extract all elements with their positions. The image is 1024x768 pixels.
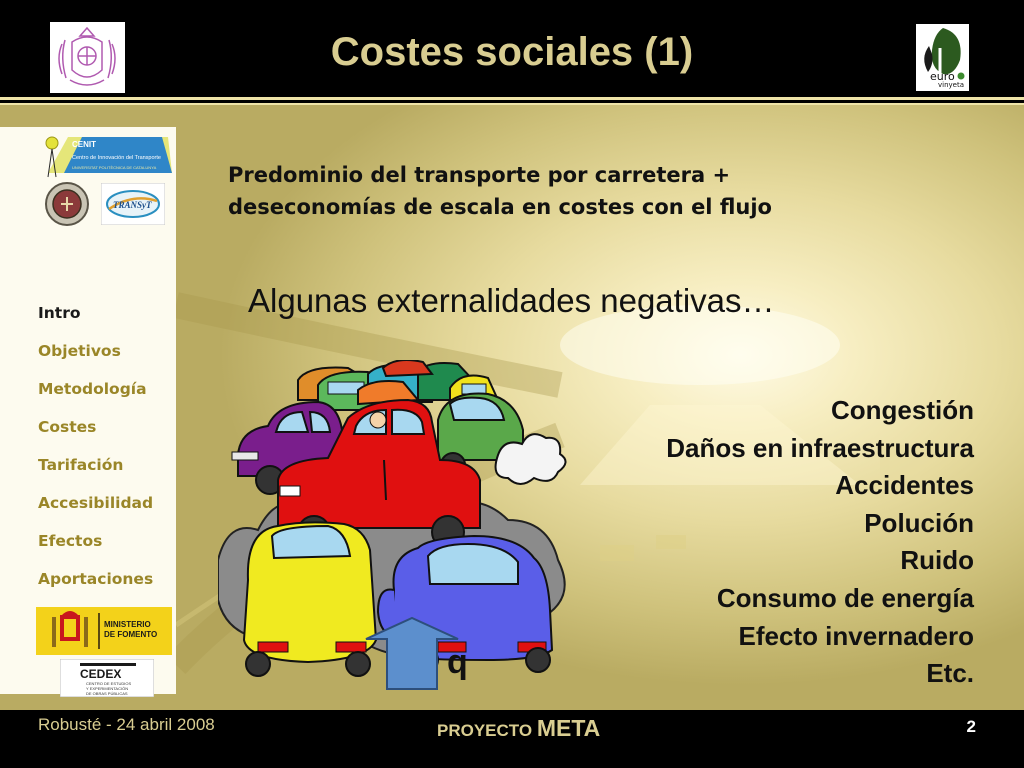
- footer-project-prefix: PROYECTO: [437, 721, 533, 740]
- up-arrow-icon: [364, 615, 460, 691]
- externality-item: Consumo de energía: [716, 582, 974, 613]
- nav-item-5[interactable]: [38, 495, 174, 533]
- subtitle-line-2: deseconomías de escala en costes con el flujo: [228, 195, 772, 219]
- nav-item-label: Costes: [38, 418, 97, 436]
- nav-item-label: Accesibilidad: [38, 494, 154, 512]
- slide-title: Costes sociales (1): [330, 30, 694, 74]
- footer-project: [437, 715, 600, 744]
- university-seal-logo: [44, 181, 90, 227]
- nav-item-label: Objetivos: [38, 342, 121, 360]
- nav-item-label: Efectos: [38, 532, 103, 550]
- cenit-logo: [42, 133, 174, 179]
- nav-item-label: Tarifación: [38, 456, 124, 474]
- cedex-logo: [60, 659, 154, 697]
- nav-item-4[interactable]: [38, 457, 174, 495]
- slide-subtitle: [228, 159, 928, 223]
- ministerio-line1: MINISTERIO: [104, 620, 151, 629]
- cenit-logo-line2: UNIVERSITAT POLITÈCNICA DE CATALUNYA: [72, 165, 157, 170]
- nav-item-label: Metodología: [38, 380, 147, 398]
- cedex-line2: Y EXPERIMENTACIÓN: [86, 686, 129, 691]
- externality-item: Etc.: [926, 658, 974, 689]
- upc-crest-logo: [50, 22, 125, 93]
- footer-author-date: Robusté - 24 abril 2008: [38, 715, 215, 734]
- nav-item-label: Intro: [38, 304, 81, 322]
- subtitle-line-1: Predominio del transporte por carretera +: [228, 163, 731, 187]
- nav-item-label: Aportaciones: [38, 570, 154, 588]
- externality-item: Efecto invernadero: [738, 620, 974, 651]
- ministerio-line2: DE FOMENTO: [104, 630, 158, 639]
- nav-item-2[interactable]: [38, 381, 174, 419]
- nav-item-6[interactable]: [38, 533, 174, 571]
- nav-item-1[interactable]: [38, 343, 174, 381]
- transyt-logo: [101, 183, 165, 225]
- page-number: 2: [966, 717, 976, 736]
- sidebar-panel: [0, 127, 176, 694]
- externality-item: Polución: [864, 507, 974, 538]
- nav-item-3[interactable]: [38, 419, 174, 457]
- eurovinyeta-logo-vinyeta: vinyeta: [938, 81, 965, 89]
- externality-item: Ruido: [900, 545, 974, 576]
- header-rule: [0, 97, 1024, 100]
- externalities-heading: Algunas externalidades negativas…: [248, 282, 775, 319]
- externality-item: Accidentes: [835, 470, 974, 501]
- cenit-logo-line1: Centro de Innovación del Transporte: [72, 155, 161, 161]
- nav-item-0[interactable]: [38, 305, 174, 343]
- eurovinyeta-logo-euro: euro: [930, 70, 955, 83]
- externalities-list: [560, 392, 974, 693]
- transyt-logo-text: TRANSyT: [113, 200, 152, 210]
- sidebar-nav: [38, 305, 174, 609]
- footer-project-name: META: [536, 715, 601, 741]
- cedex-title: CEDEX: [80, 667, 122, 681]
- cenit-logo-title: CENIT: [72, 140, 96, 149]
- externality-item: Daños en infraestructura: [666, 432, 974, 463]
- nav-item-7[interactable]: [38, 571, 174, 609]
- ministerio-fomento-logo: [36, 607, 172, 655]
- eurovinyeta-logo: [916, 24, 969, 91]
- cedex-line3: DE OBRAS PÚBLICAS: [86, 691, 128, 696]
- slide-body: [0, 105, 1024, 710]
- flow-q-label: q: [447, 643, 468, 681]
- externality-item: Congestión: [831, 395, 974, 425]
- cedex-line1: CENTRO DE ESTUDIOS: [86, 681, 132, 686]
